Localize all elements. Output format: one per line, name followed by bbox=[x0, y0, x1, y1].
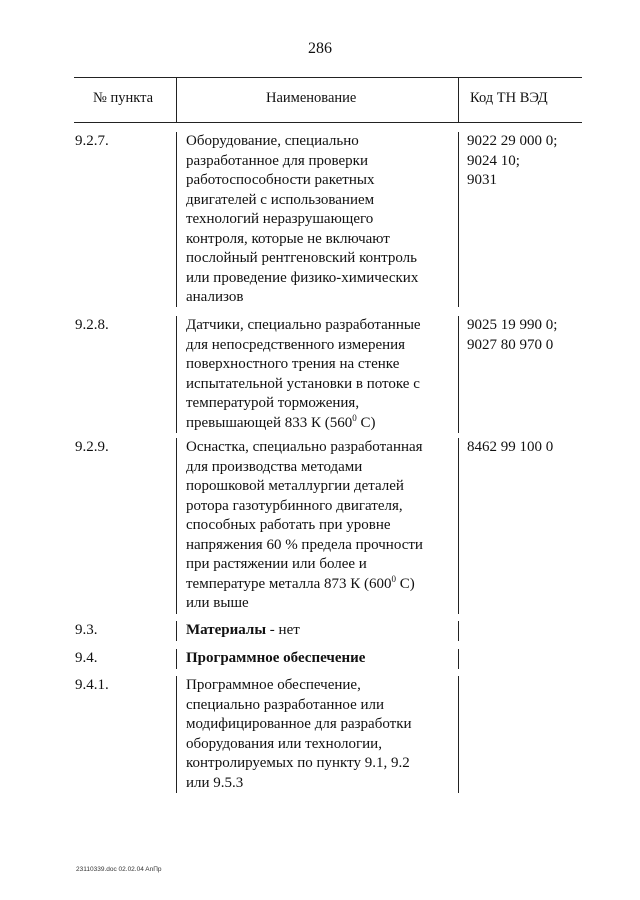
name-line: контроля, которые не включают bbox=[186, 230, 390, 247]
name-line: разработанное для проверки bbox=[186, 152, 368, 169]
name-line: способных работать при уровне bbox=[186, 517, 391, 533]
name-line: или выше bbox=[186, 595, 249, 611]
row-number: 9.4. bbox=[75, 650, 98, 666]
degree-suffix: С) bbox=[395, 575, 415, 592]
code-line: 9031 bbox=[467, 172, 497, 188]
section-title-bold: Программное обеспечение bbox=[186, 650, 366, 666]
row-code bbox=[467, 132, 587, 191]
name-line: анализов bbox=[186, 289, 244, 305]
page-number: 286 bbox=[308, 40, 332, 57]
row-name bbox=[186, 316, 456, 433]
name-line: или проведение физико-химических bbox=[186, 269, 419, 286]
section-title-rest: - нет bbox=[266, 622, 300, 638]
header-name: Наименование bbox=[266, 90, 357, 106]
row-divider bbox=[458, 649, 459, 669]
degree-suffix: С) bbox=[356, 414, 376, 431]
document-footer: 23110339.doc 02.02.04 AnПр bbox=[76, 866, 162, 873]
row-divider bbox=[176, 621, 177, 641]
code-line: 9025 19 990 0; bbox=[467, 317, 558, 333]
header-divider-right bbox=[458, 77, 459, 122]
degree-prefix: температуре металла 873 К (600 bbox=[186, 575, 392, 592]
row-code bbox=[467, 316, 587, 355]
name-line: контролируемых по пункту 9.1, 9.2 bbox=[186, 755, 410, 771]
name-line: порошковой металлургии деталей bbox=[186, 478, 404, 494]
section-title bbox=[186, 621, 456, 641]
name-line: при растяжении или более и bbox=[186, 556, 367, 572]
row-number: 9.3. bbox=[75, 622, 98, 638]
name-line: ротора газотурбинного двигателя, bbox=[186, 497, 403, 514]
name-line: работоспособности ракетных bbox=[186, 172, 375, 188]
row-name bbox=[186, 438, 456, 614]
row-divider bbox=[458, 676, 459, 793]
name-line: испытательной установки в потоке с bbox=[186, 375, 420, 392]
row-name bbox=[186, 621, 456, 641]
code-line: 8462 99 100 0 bbox=[467, 439, 554, 455]
name-line: для производства методами bbox=[186, 458, 363, 475]
row-divider bbox=[458, 316, 459, 433]
code-line: 9022 29 000 0; bbox=[467, 133, 558, 149]
degree-superscript: 0 bbox=[391, 573, 396, 584]
degree-prefix: превышающей 833 К (560 bbox=[186, 414, 353, 431]
row-divider bbox=[176, 316, 177, 433]
code-line: 9027 80 970 0 bbox=[467, 336, 554, 353]
name-line: специально разработанное или bbox=[186, 696, 385, 713]
name-line: двигателей с использованием bbox=[186, 191, 375, 208]
row-divider bbox=[176, 649, 177, 669]
name-line: модифицированное для разработки bbox=[186, 716, 412, 732]
name-line: Оснастка, специально разработанная bbox=[186, 439, 423, 455]
name-line: напряжения 60 % предела прочности bbox=[186, 536, 423, 553]
name-line: Программное обеспечение, bbox=[186, 677, 361, 693]
name-line-with-degree bbox=[186, 414, 456, 434]
name-line: для непосредственного измерения bbox=[186, 336, 406, 353]
degree-superscript: 0 bbox=[352, 412, 357, 423]
name-line: послойный рентгеновский контроль bbox=[186, 250, 417, 266]
row-number: 9.4.1. bbox=[75, 677, 109, 693]
row-divider bbox=[458, 438, 459, 614]
row-divider bbox=[176, 132, 177, 307]
header-code: Код ТН ВЭД bbox=[470, 90, 548, 106]
row-divider bbox=[176, 676, 177, 793]
row-number: 9.2.9. bbox=[75, 439, 109, 455]
name-line: Оборудование, специально bbox=[186, 133, 359, 149]
header-number: № пункта bbox=[93, 90, 154, 106]
name-line: Датчики, специально разработанные bbox=[186, 317, 421, 333]
name-line: или 9.5.3 bbox=[186, 774, 244, 791]
row-name bbox=[186, 132, 456, 308]
row-divider bbox=[176, 438, 177, 614]
section-title-bold: Материалы bbox=[186, 622, 267, 638]
row-number: 9.2.8. bbox=[75, 317, 109, 333]
row-name bbox=[186, 649, 456, 669]
name-line: температурой торможения, bbox=[186, 395, 360, 411]
row-code bbox=[467, 438, 587, 458]
name-line: технологий неразрушающего bbox=[186, 211, 374, 227]
row-number: 9.2.7. bbox=[75, 133, 109, 149]
row-divider bbox=[458, 621, 459, 641]
name-line: поверхностного трения на стенке bbox=[186, 356, 400, 372]
table-top-border bbox=[74, 77, 582, 78]
row-name bbox=[186, 676, 456, 793]
code-line: 9024 10; bbox=[467, 152, 520, 169]
table-header-bottom-border bbox=[74, 122, 582, 123]
header-divider-left bbox=[176, 77, 177, 122]
row-divider bbox=[458, 132, 459, 307]
name-line: оборудования или технологии, bbox=[186, 735, 382, 752]
name-line-with-degree bbox=[186, 575, 456, 595]
